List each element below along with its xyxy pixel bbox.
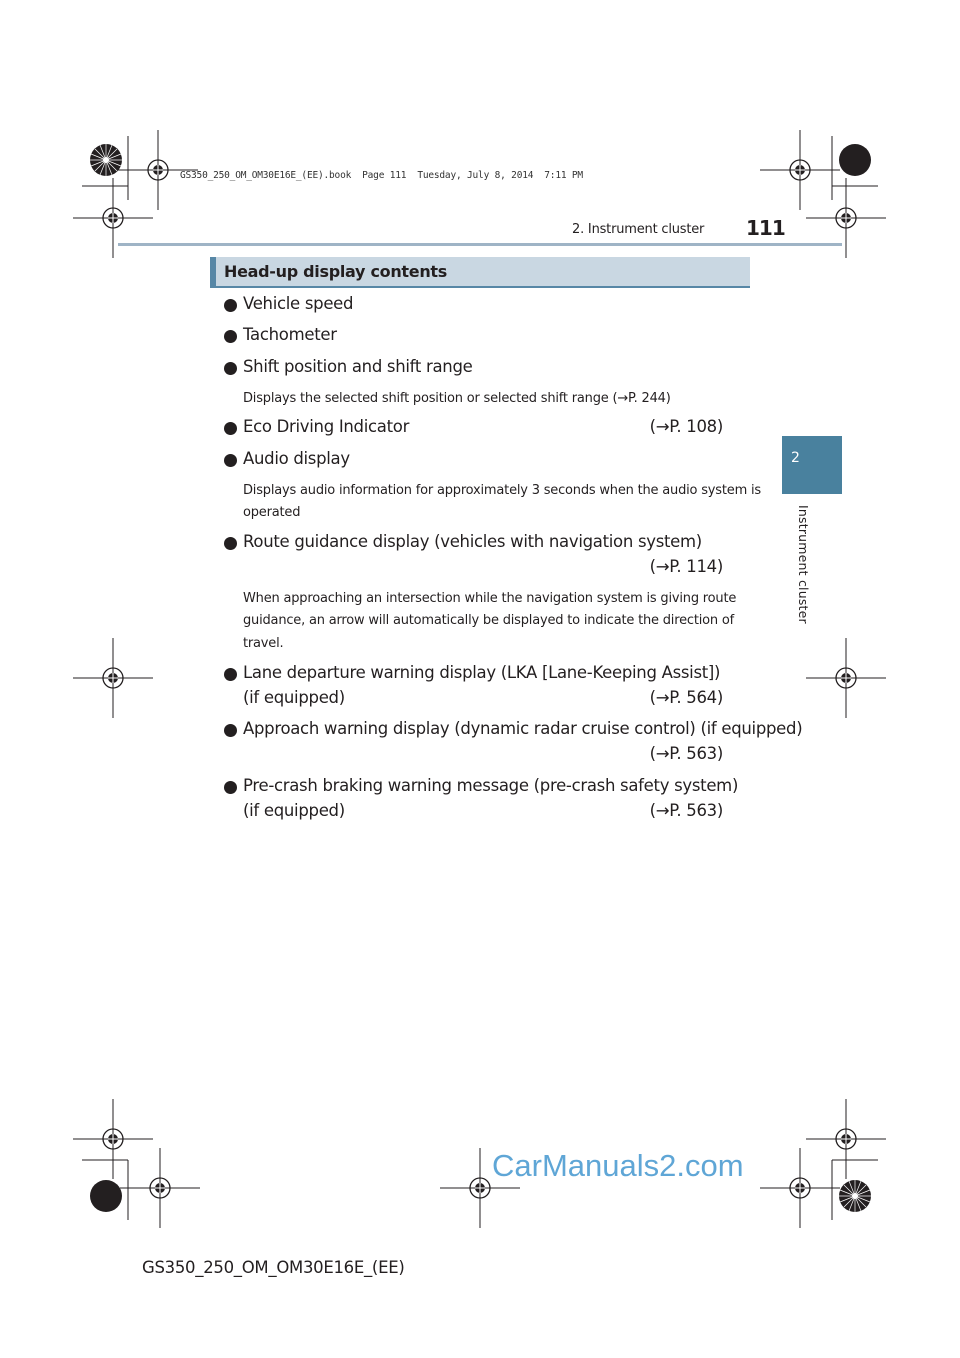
bullet-icon <box>224 330 237 343</box>
page-ref-link[interactable]: (→P. 563) <box>649 801 723 820</box>
bullet-icon <box>224 362 237 375</box>
item-lane-departure: Lane departure warning display (LKA [Lane-Keeping Assist]) <box>243 663 721 682</box>
note-shift-position[interactable]: Displays the selected shift position or selected shift range (→P. 244) <box>243 391 671 406</box>
item-vehicle-speed: Vehicle speed <box>243 294 354 313</box>
item-shift-position: Shift position and shift range <box>243 357 473 376</box>
chapter-number: 2 <box>791 450 800 466</box>
item-approach-warning: Approach warning display (dynamic radar cruise control) (if equipped) <box>243 719 803 738</box>
bullet-icon <box>224 299 237 312</box>
bullet-icon <box>224 724 237 737</box>
page-ref-link[interactable]: (→P. 564) <box>649 688 723 707</box>
note-route-line3: travel. <box>243 636 284 651</box>
item-audio-display: Audio display <box>243 449 350 468</box>
heading-rule <box>210 286 750 288</box>
page-number: 111 <box>746 216 785 240</box>
item-tachometer: Tachometer <box>243 325 337 344</box>
book-file-info: GS350_250_OM_OM30E16E_(EE).book Page 111 Tuesday, July 8, 2014 7:11 PM <box>180 170 583 181</box>
watermark-logo: CarManuals2.com <box>492 1148 744 1183</box>
chapter-label: Instrument cluster <box>796 505 811 624</box>
note-audio-line2: operated <box>243 505 301 520</box>
manual-code: GS350_250_OM_OM30E16E_(EE) <box>142 1258 405 1277</box>
header-rule <box>118 243 842 246</box>
section-heading-text: Head-up display contents <box>224 262 447 281</box>
bullet-icon <box>224 454 237 467</box>
bullet-icon <box>224 537 237 550</box>
item-route-guidance: Route guidance display (vehicles with navigation system) <box>243 532 702 551</box>
bullet-icon <box>224 668 237 681</box>
note-route-line2: guidance, an arrow will automatically be displayed to indicate the direction of <box>243 613 734 628</box>
item-eco-driving-indicator: Eco Driving Indicator <box>243 417 410 436</box>
section-title: 2. Instrument cluster <box>572 222 705 237</box>
page-ref-link[interactable]: (→P. 114) <box>649 557 723 576</box>
bullet-icon <box>224 781 237 794</box>
page-ref-link[interactable]: (→P. 563) <box>649 744 723 763</box>
bullet-icon <box>224 422 237 435</box>
note-audio-line1: Displays audio information for approximately 3 seconds when the audio system is <box>243 483 761 498</box>
section-heading <box>210 257 750 287</box>
page-ref-link[interactable]: (→P. 108) <box>649 417 723 436</box>
note-route-line1: When approaching an intersection while the navigation system is giving route <box>243 591 737 606</box>
chapter-tab[interactable] <box>782 436 842 494</box>
item-pre-crash-equipped: (if equipped) <box>243 801 345 820</box>
item-lane-departure-equipped: (if equipped) <box>243 688 345 707</box>
item-pre-crash-braking: Pre-crash braking warning message (pre-crash safety system) <box>243 776 739 795</box>
